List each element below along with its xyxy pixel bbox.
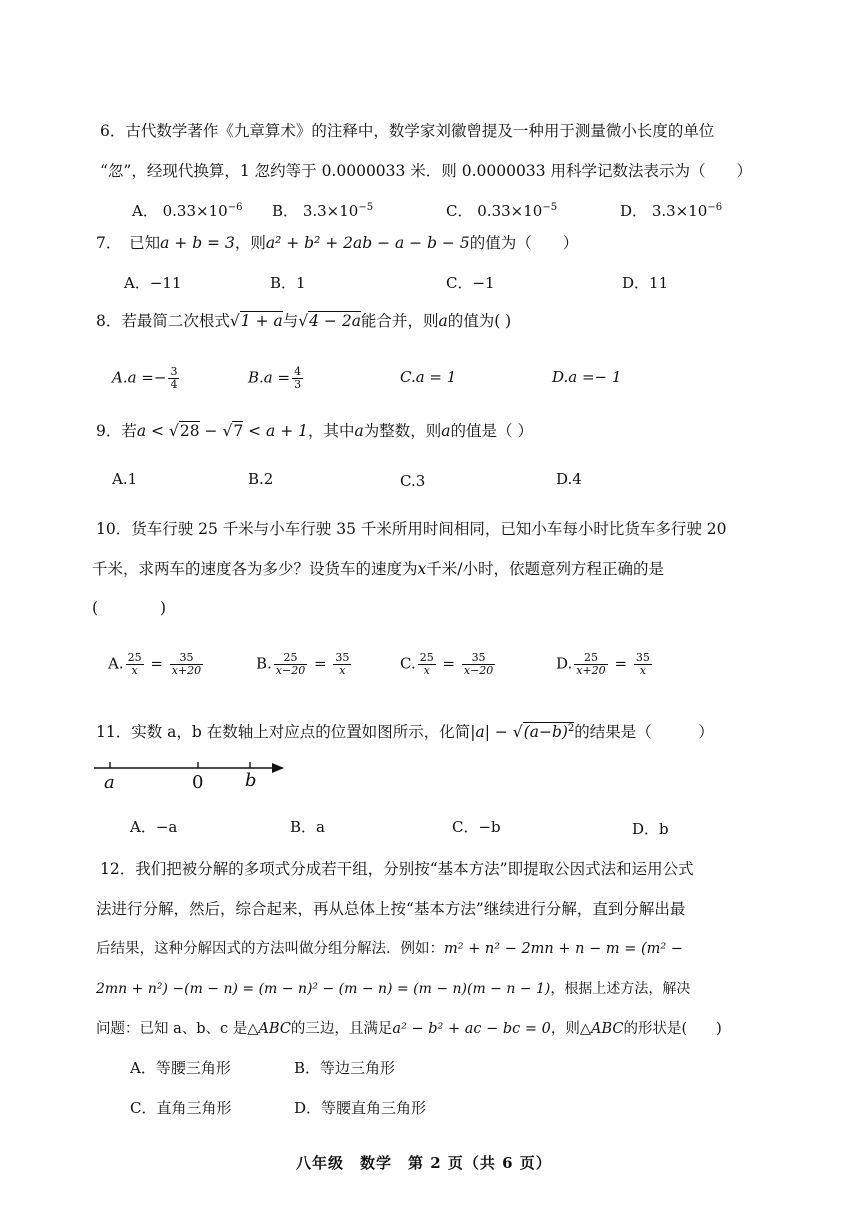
- q9-radicand-2: 7: [233, 422, 244, 440]
- q8-variable: a: [438, 312, 448, 330]
- fraction: [462, 652, 495, 677]
- exponent: −6: [707, 202, 723, 213]
- q10-option-b: [256, 652, 353, 677]
- q12-line3: [96, 938, 683, 960]
- option-label: D.: [556, 654, 573, 673]
- numerator: 35: [335, 651, 350, 664]
- q11-radicand-text: (a−b): [523, 723, 568, 741]
- axis-label-a: a: [104, 772, 115, 793]
- q8-suffix2: 的值为( ): [447, 312, 512, 330]
- q7-suffix: 的值为（ ）: [469, 234, 579, 252]
- fraction: [574, 652, 607, 677]
- option-value: 0.33×10: [477, 202, 543, 220]
- option-label: B.: [256, 654, 272, 673]
- q7-option-c: C．−1: [446, 274, 495, 292]
- fraction: [168, 366, 179, 391]
- numerator: 25: [127, 651, 142, 664]
- q8-option-c: C.a = 1: [400, 368, 457, 386]
- radical-sign: √: [168, 422, 179, 440]
- q6-line1: 6．古代数学著作《九章算术》的注释中，数学家刘徽曾提及一种用于测量微小长度的单位: [100, 122, 715, 140]
- q12-line3-pre: 后结果，这种分解因式的方法叫做分组分解法．例如：: [96, 941, 444, 957]
- q8-stem: [96, 310, 511, 332]
- q11-suffix: 的结果是（ ）: [574, 723, 714, 741]
- option-label: C.: [400, 654, 416, 673]
- q9-option-d: D.4: [556, 470, 582, 488]
- fraction: [170, 652, 203, 677]
- option-value: 3.3×10: [302, 202, 359, 220]
- q9-suffix: ，其中: [308, 422, 355, 440]
- q12-option-b: B．等边三角形: [294, 1059, 396, 1077]
- q12-triangle-2: △ABC: [579, 1021, 624, 1037]
- q6-option-c: [446, 197, 557, 222]
- q11-option-a: A．−a: [130, 818, 178, 836]
- q7-option-b: B．1: [270, 274, 306, 292]
- numerator: 25: [419, 651, 434, 664]
- q9-expr2: < a + 1: [243, 422, 308, 440]
- q6-line2: “忽”，经现代换算，1 忽约等于 0.0000033 米．则 0.0000033 用科学记数法表示为（ ）: [100, 162, 752, 180]
- q9-radicand-1: 28: [179, 422, 200, 440]
- denominator: x: [423, 664, 430, 677]
- q11-radicand: [523, 722, 575, 741]
- q9-suffix3: 的值是（ ）: [450, 422, 533, 440]
- q8-radicand-1: 1 + a: [240, 312, 283, 330]
- exponent: 2: [567, 723, 575, 734]
- fraction: [333, 652, 351, 677]
- q11-prefix: 11．实数 a，b 在数轴上对应点的位置如图所示，化简: [96, 723, 471, 741]
- q9-variable-2: a: [441, 422, 451, 440]
- numerator: 35: [635, 651, 650, 664]
- option-label: A.: [108, 654, 124, 673]
- q12-line5-post: ，则: [550, 1021, 580, 1037]
- fraction: [634, 652, 652, 677]
- equals: =: [614, 654, 628, 673]
- denominator: x−20: [463, 664, 494, 677]
- radical-sign: √: [298, 312, 309, 330]
- q9-option-c: C.3: [400, 472, 426, 490]
- q12-option-c: C．直角三角形: [130, 1099, 232, 1117]
- equals: =: [442, 654, 456, 673]
- q9-prefix: 9．若: [96, 422, 137, 440]
- q7-option-a: A．−11: [124, 274, 182, 292]
- q6-option-a: [132, 197, 242, 222]
- q9-suffix2: 为整数，则: [363, 422, 442, 440]
- q6-option-b: [272, 197, 373, 222]
- q8-option-d: D.a =− 1: [552, 368, 622, 386]
- q11-stem: [96, 718, 714, 743]
- q10-option-a: [108, 652, 205, 677]
- q10-option-d: [556, 652, 654, 677]
- q11-absolute-value: |a|: [470, 723, 490, 741]
- denominator: 3: [294, 378, 302, 391]
- number-line: [90, 756, 290, 796]
- q8-radicand-2: 4 − 2a: [309, 312, 361, 330]
- equals: =: [314, 654, 327, 673]
- q10-line2: [92, 558, 664, 580]
- q8-suffix: 能合并，则: [360, 312, 439, 330]
- q10-line2-pre: 千米，求两车的速度各为多少？设货车的速度为: [92, 560, 418, 578]
- option-label: D．: [620, 202, 648, 220]
- denominator: 4: [170, 378, 178, 391]
- q12-line2: 法进行分解，然后，综合起来，再从总体上按“基本方法”继续进行分解，直到分解出最: [96, 900, 686, 918]
- option-value: 0.33×10: [162, 202, 228, 220]
- q12-line5-end: 的形状是( ): [623, 1021, 722, 1037]
- fraction: [292, 366, 303, 391]
- numerator: 35: [170, 652, 203, 665]
- q12-line4: [96, 978, 690, 1000]
- q7-option-d: D．11: [622, 274, 669, 292]
- exponent: −6: [227, 202, 243, 213]
- fraction: [274, 652, 307, 677]
- numerator: 4: [294, 365, 302, 378]
- denominator: x: [131, 664, 138, 677]
- q10-variable: x: [417, 560, 427, 578]
- q10-line2-post: 千米/小时，依题意列方程正确的是: [426, 560, 664, 578]
- q12-line5-pre: 问题：已知 a、b、c 是: [96, 1021, 248, 1037]
- q9-option-a: A.1: [112, 470, 138, 488]
- q8-mid: 与: [282, 312, 299, 330]
- q7-condition: a + b = 3: [160, 234, 235, 252]
- denominator: x: [339, 664, 346, 677]
- q12-option-d: D．等腰直角三角形: [294, 1099, 427, 1117]
- q8-option-a: [112, 366, 181, 391]
- option-label: A．: [132, 202, 158, 220]
- q9-expr1: a <: [136, 422, 165, 440]
- q11-option-b: B．a: [290, 818, 325, 836]
- q6-option-d: [620, 197, 722, 222]
- q9-stem: [96, 420, 533, 442]
- q10-line3: ( ): [92, 599, 167, 617]
- q10-option-c: [400, 652, 497, 677]
- q12-line1: 12．我们把被分解的多项式分成若干组，分别按“基本方法”即提取公因式法和运用公式: [100, 860, 694, 878]
- denominator: x: [639, 664, 646, 677]
- axis-label-b: b: [245, 770, 257, 791]
- denominator: x+20: [171, 664, 202, 677]
- q8-option-b: [248, 366, 305, 391]
- q9-option-b: B.2: [248, 470, 274, 488]
- q11-option-d: D．b: [632, 820, 669, 838]
- q12-line5: [96, 1018, 722, 1040]
- numerator: 35: [462, 652, 495, 665]
- q7-mid: ，则: [234, 234, 266, 252]
- option-text: A.a =−: [112, 368, 167, 387]
- q9-minus: −: [199, 422, 223, 440]
- page-footer: 八年级 数学 第 2 页（共 6 页）: [296, 1154, 552, 1172]
- numerator: 25: [574, 652, 607, 665]
- fraction: [418, 652, 436, 677]
- exponent: −5: [358, 202, 374, 213]
- numerator: 25: [274, 652, 307, 665]
- option-value: 3.3×10: [651, 202, 708, 220]
- q7-prefix: 7． 已知: [96, 234, 161, 252]
- q12-line5-mid: 的三边，且满足: [290, 1021, 393, 1037]
- option-label: B．: [272, 202, 299, 220]
- q11-minus: −: [489, 723, 513, 741]
- axis-label-zero: 0: [192, 772, 204, 793]
- radical-sign: √: [229, 312, 240, 330]
- q10-line1: 10．货车行驶 25 千米与小车行驶 35 千米所用时间相同，已知小车每小时比货车多行驶 20: [96, 520, 727, 538]
- radical-sign: √: [512, 723, 523, 741]
- q7-stem: [96, 232, 578, 254]
- q7-expression: a² + b² + 2ab − a − b − 5: [265, 234, 470, 252]
- denominator: x+20: [576, 664, 606, 677]
- exponent: −5: [542, 202, 558, 213]
- q9-variable: a: [354, 422, 364, 440]
- fraction: [126, 652, 144, 677]
- radical-sign: √: [222, 422, 233, 440]
- q12-line4-math: 2mn + n²) −(m − n) = (m − n)² − (m − n) = (m − n)(m − n − 1): [96, 981, 551, 997]
- q12-equation: a² − b² + ac − bc = 0: [392, 1021, 551, 1037]
- denominator: x−20: [275, 664, 306, 677]
- q11-option-c: C．−b: [452, 818, 501, 836]
- option-text: B.a =: [248, 368, 291, 387]
- q12-line3-math: m² + n² − 2mn + n − m = (m² −: [444, 941, 683, 957]
- q8-prefix: 8．若最简二次根式: [96, 312, 230, 330]
- q12-line4-post: ，根据上述方法，解决: [550, 981, 691, 997]
- numerator: 3: [170, 365, 178, 378]
- equals: =: [150, 654, 163, 673]
- option-label: C．: [446, 202, 473, 220]
- arrow-head-icon: [272, 763, 284, 773]
- q12-triangle: △ABC: [247, 1021, 291, 1037]
- q12-option-a: A．等腰三角形: [130, 1059, 231, 1077]
